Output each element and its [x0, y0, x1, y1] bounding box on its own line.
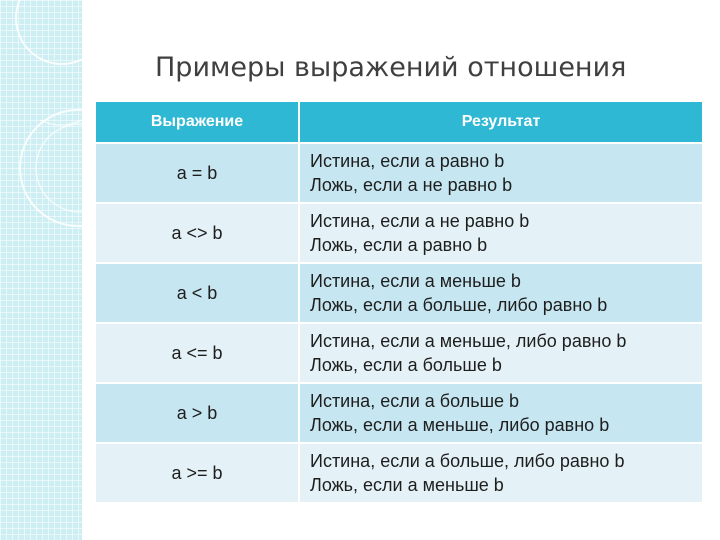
table-row: [96, 323, 702, 383]
table-row: [96, 443, 702, 502]
slide-title: Примеры выражений отношения: [155, 52, 627, 83]
column-header-expression: Выражение: [96, 102, 299, 143]
result-false-line: Ложь, если a больше, либо равно b: [310, 295, 608, 315]
result-true-line: Истина, если a меньше, либо равно b: [310, 331, 627, 351]
result-true-line: Истина, если a равно b: [310, 151, 505, 171]
expression-cell: a > b: [96, 383, 299, 443]
table-row: [96, 203, 702, 263]
expression-cell: a <> b: [96, 203, 299, 263]
result-false-line: Ложь, если a не равно b: [310, 175, 513, 195]
result-false-line: Ложь, если a меньше b: [310, 475, 504, 495]
relational-expressions-table: [96, 102, 702, 502]
result-true-line: Истина, если a больше, либо равно b: [310, 451, 625, 471]
expression-cell: a <= b: [96, 323, 299, 383]
result-cell: [299, 143, 702, 203]
result-true-line: Истина, если a меньше b: [310, 271, 521, 291]
result-true-line: Истина, если a больше b: [310, 391, 520, 411]
decorative-circles: [0, 0, 82, 540]
table-row: [96, 263, 702, 323]
result-true-line: Истина, если a не равно b: [310, 211, 530, 231]
expression-cell: a < b: [96, 263, 299, 323]
table-row: [96, 143, 702, 203]
result-false-line: Ложь, если a меньше, либо равно b: [310, 415, 610, 435]
expression-cell: a = b: [96, 143, 299, 203]
result-cell: [299, 203, 702, 263]
result-false-line: Ложь, если a равно b: [310, 235, 488, 255]
result-cell: [299, 383, 702, 443]
column-header-result: Результат: [299, 102, 702, 143]
result-cell: [299, 323, 702, 383]
result-false-line: Ложь, если a больше b: [310, 355, 502, 375]
expression-cell: a >= b: [96, 443, 299, 502]
table-header-row: [96, 102, 702, 143]
table-row: [96, 383, 702, 443]
result-cell: [299, 443, 702, 502]
result-cell: [299, 263, 702, 323]
